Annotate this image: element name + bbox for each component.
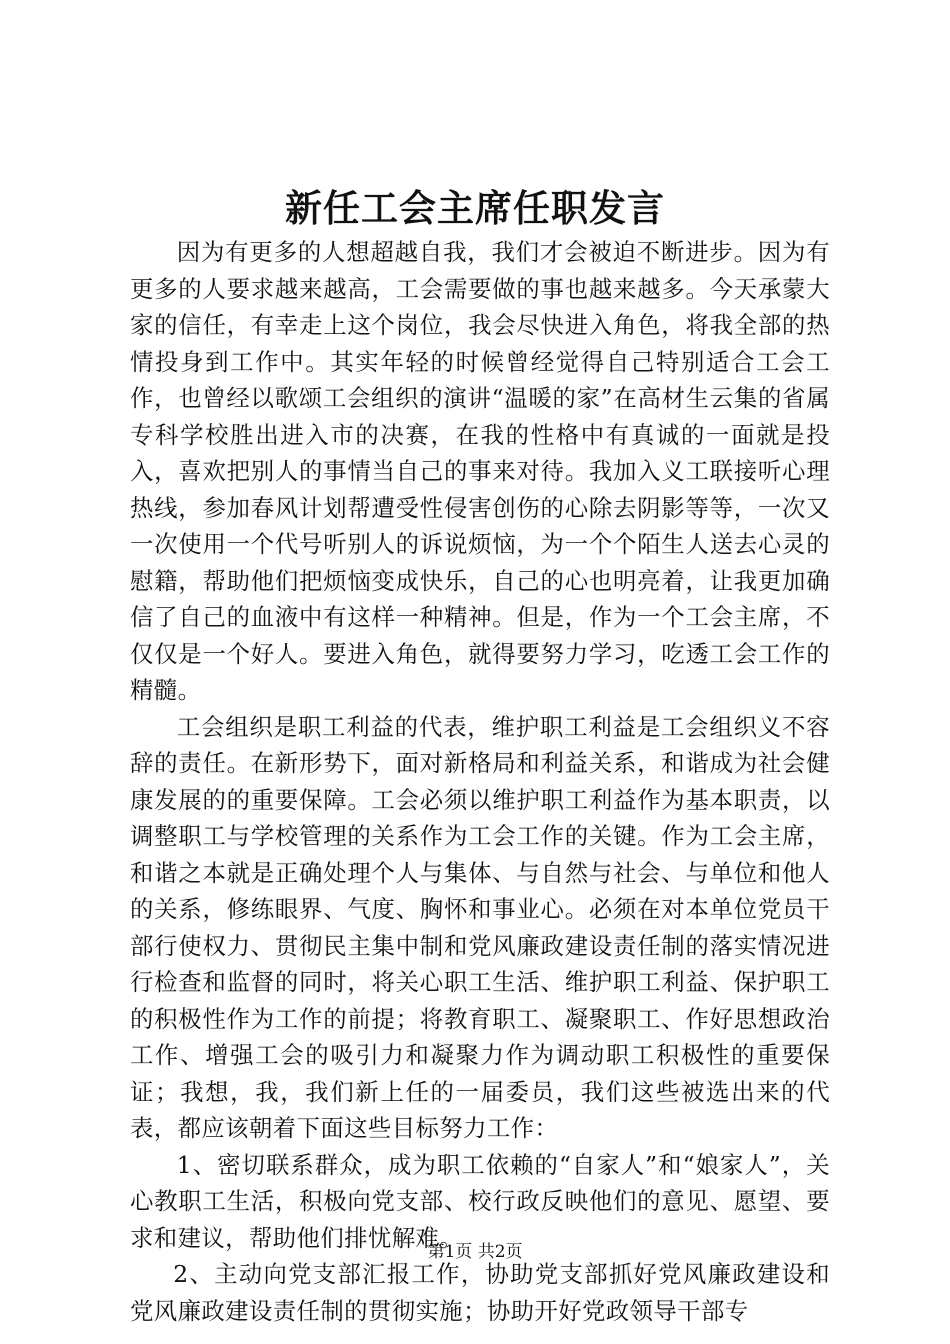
document-title: 新任工会主席任职发言 (285, 186, 665, 230)
document-body (130, 234, 830, 1329)
page-footer: 第1页 共2页 (427, 1242, 523, 1262)
paragraph-2: 工会组织是职工利益的代表，维护职工利益是工会组织义不容辞的责任。在新形势下，面对新格局和利益关系，和谐成为社会健康发展的的重要保障。工会必须以维护职工利益作为基本职责，以调整职工与学校管理的关系作为工会工作的关键。作为工会主席，和谐之本就是正确处理个人与集体、与自然与社会、与单位和他人的关系，修练眼界、气度、胸怀和事业心。必须在对本单位党员干部行使权力、贯彻民主集中制和党风廉政建设责任制的落实情况进行检查和监督的同时，将关心职工生活、维护职工利益、保护职工的积极性作为工作的前提；将教育职工、凝聚职工、作好思想政治工作、增强工会的吸引力和凝聚力作为调动职工积极性的重要保证；我想，我，我们新上任的一届委员，我们这些被选出来的代表，都应该朝着下面这些目标努力工作： (130, 712, 830, 1142)
paragraph-4: 2、主动向党支部汇报工作，协助党支部抓好党风廉政建设和党风廉政建设责任制的贯彻实施；协助开好党政领导干部专 (130, 1260, 830, 1325)
paragraph-3: 1、密切联系群众，成为职工依赖的“自家人”和“娘家人”，关心教职工生活，积极向党支部、校行政反映他们的意见、愿望、要求和建议，帮助他们排忧解难。 (130, 1150, 830, 1252)
paragraph-1: 因为有更多的人想超越自我，我们才会被迫不断进步。因为有更多的人要求越来越高，工会需要做的事也越来越多。今天承蒙大家的信任，有幸走上这个岗位，我会尽快进入角色，将我全部的热情投身到工作中。其实年轻的时候曾经觉得自己特别适合工会工作，也曾经以歌颂工会组织的演讲“温暖的家”在高材生云集的省属专科学校胜出进入市的决赛，在我的性格中有真诚的一面就是投入，喜欢把别人的事情当自己的事来对待。我加入义工联接听心理热线，参加春风计划帮遭受性侵害创伤的心除去阴影等等，一次又一次使用一个代号听别人的诉说烦恼，为一个个陌生人送去心灵的慰籍，帮助他们把烦恼变成快乐，自己的心也明亮着，让我更加确信了自己的血液中有这样一种精神。但是，作为一个工会主席，不仅仅是一个好人。要进入角色，就得要努力学习，吃透工会工作的精髓。 (130, 238, 830, 704)
